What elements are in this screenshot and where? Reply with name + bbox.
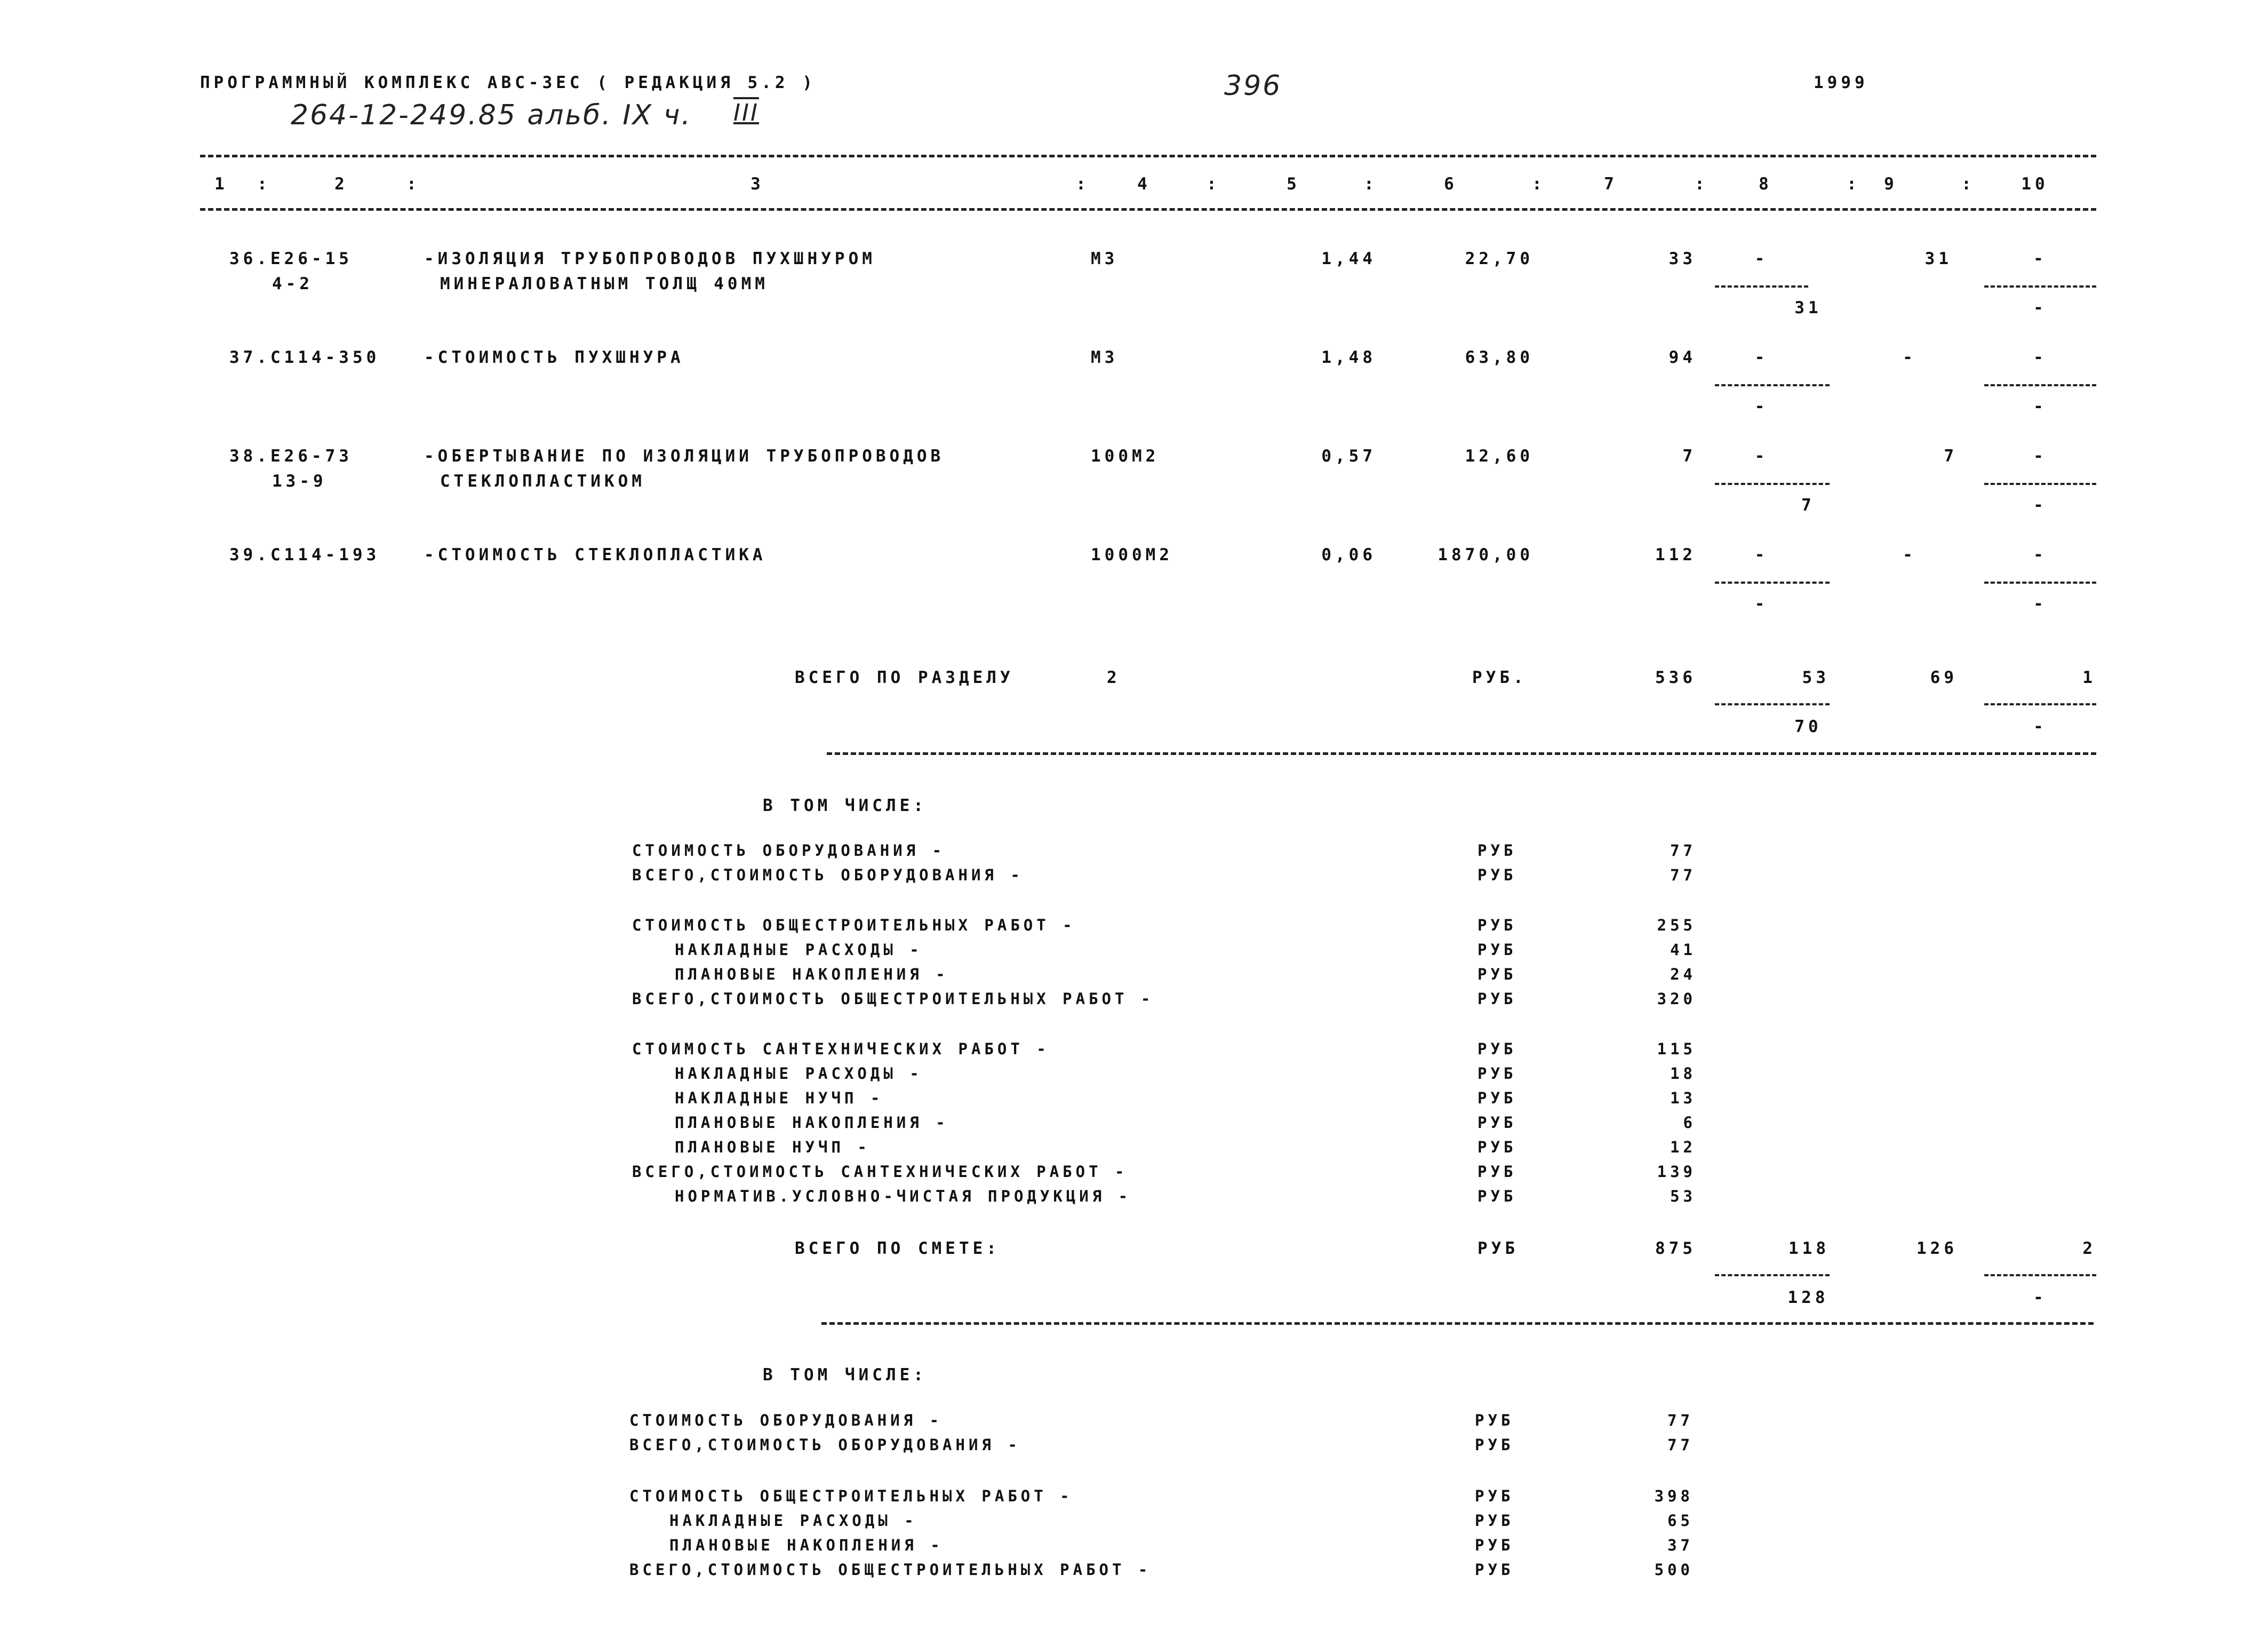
breakdown-unit: РУБ — [1478, 965, 1517, 983]
estimate-col9-value: 126 — [1916, 1239, 1958, 1258]
breakdown-unit: РУБ — [1478, 841, 1517, 860]
cell-divider — [1984, 483, 2096, 485]
breakdown-value: 77 — [1670, 866, 1696, 884]
column-separator: : — [406, 174, 420, 194]
breakdown-label: НАКЛАДНЫЕ РАСХОДЫ - — [675, 1064, 923, 1083]
breakdown-value: 6 — [1683, 1114, 1696, 1132]
breakdown-label: ВСЕГО,СТОИМОСТЬ ОБОРУДОВАНИЯ - — [629, 1436, 1021, 1454]
item-total: 33 — [1668, 249, 1696, 268]
breakdown-label: ПЛАНОВЫЕ НАКОПЛЕНИЯ - — [675, 965, 949, 983]
breakdown-value: 13 — [1670, 1089, 1696, 1107]
item-number: 36.Е26-15 — [229, 249, 353, 268]
breakdown-label: СТОИМОСТЬ САНТЕХНИЧЕСКИХ РАБОТ - — [632, 1040, 1050, 1058]
item-price: 12,60 — [1465, 447, 1534, 466]
cell-divider — [1715, 703, 1830, 705]
item-subcode: 4-2 — [272, 274, 313, 293]
item-number: 39.С114-193 — [229, 545, 380, 564]
column-separator: : — [1532, 174, 1546, 194]
breakdown-value: 65 — [1667, 1512, 1694, 1530]
section-total-unit: РУБ. — [1472, 668, 1527, 687]
section-total-label: ВСЕГО ПО РАЗДЕЛУ — [795, 668, 1014, 687]
cell-divider — [1715, 384, 1830, 386]
program-header: ПРОГРАММНЫЙ КОМПЛЕКС АВС-ЗЕС ( РЕДАКЦИЯ 5.2 ) — [200, 73, 816, 92]
column-header: 9 — [1884, 174, 1898, 194]
breakdown-unit: РУБ — [1478, 916, 1517, 934]
item-price: 63,80 — [1465, 348, 1534, 367]
breakdown-value: 398 — [1654, 1487, 1694, 1505]
breakdown-label: ВСЕГО,СТОИМОСТЬ ОБЩЕСТРОИТЕЛЬНЫХ РАБОТ - — [632, 990, 1154, 1008]
breakdown-value: 53 — [1670, 1187, 1696, 1205]
breakdown-unit: РУБ — [1478, 866, 1517, 884]
cell-divider — [1715, 285, 1808, 288]
breakdown-label: НОРМАТИВ.УСЛОВНО-ЧИСТАЯ ПРОДУКЦИЯ - — [675, 1187, 1132, 1205]
estimate-col8-value: 118 — [1788, 1239, 1830, 1258]
col10-value: - — [2033, 348, 2047, 367]
section-number: 2 — [1107, 668, 1121, 687]
year: 1999 — [1814, 73, 1868, 92]
section-total-value: 536 — [1655, 668, 1696, 687]
breakdown-unit: РУБ — [1478, 1114, 1517, 1132]
item-unit: М3 — [1091, 348, 1119, 367]
breakdown-value: 255 — [1657, 916, 1696, 934]
breakdown-label: СТОИМОСТЬ ОБОРУДОВАНИЯ - — [632, 841, 946, 860]
estimate-total-label: ВСЕГО ПО СМЕТЕ: — [795, 1239, 1000, 1258]
breakdown-label: НАКЛАДНЫЕ РАСХОДЫ - — [675, 941, 923, 959]
header-top-rule — [200, 155, 2096, 157]
breakdown-unit: РУБ — [1478, 1138, 1517, 1156]
album-reference: 264-12-249.85 альб. IX ч. — [291, 99, 692, 131]
item-description: -СТОИМОСТЬ СТЕКЛОПЛАСТИКА — [424, 545, 766, 564]
item-unit: 1000М2 — [1091, 545, 1173, 564]
item-total: 7 — [1682, 447, 1696, 466]
col8-subvalue: 31 — [1794, 298, 1822, 317]
column-separator: : — [1207, 174, 1220, 194]
col10-value: - — [2033, 545, 2047, 564]
item-price: 1870,00 — [1438, 545, 1534, 564]
cell-divider — [1984, 384, 2096, 386]
col8-subvalue: 7 — [1801, 496, 1815, 515]
breakdown-label: ВСЕГО,СТОИМОСТЬ ОБЩЕСТРОИТЕЛЬНЫХ РАБОТ - — [629, 1561, 1152, 1579]
item-description: -СТОИМОСТЬ ПУХШНУРА — [424, 348, 684, 367]
including-heading-2: В ТОМ ЧИСЛЕ: — [763, 1365, 927, 1385]
cell-divider — [1984, 1274, 2096, 1276]
item-description: -ИЗОЛЯЦИЯ ТРУБОПРОВОДОВ ПУХШНУРОМ — [424, 249, 876, 268]
col8-value: - — [1754, 348, 1769, 367]
header-bottom-rule — [200, 208, 2096, 211]
section-col9-value: 69 — [1930, 668, 1958, 687]
estimate-total-rule — [821, 1322, 2094, 1325]
breakdown-unit: РУБ — [1478, 1040, 1517, 1058]
cell-divider — [1715, 1274, 1830, 1276]
breakdown-unit: РУБ — [1475, 1436, 1514, 1454]
item-price: 22,70 — [1465, 249, 1534, 268]
col9-value: 7 — [1944, 447, 1958, 466]
cell-divider — [1984, 285, 2096, 288]
breakdown-value: 77 — [1667, 1436, 1694, 1454]
breakdown-label: ВСЕГО,СТОИМОСТЬ ОБОРУДОВАНИЯ - — [632, 866, 1024, 884]
breakdown-label: ПЛАНОВЫЕ НАКОПЛЕНИЯ - — [669, 1536, 944, 1554]
breakdown-value: 24 — [1670, 965, 1696, 983]
breakdown-unit: РУБ — [1475, 1512, 1514, 1530]
column-separator: : — [1076, 174, 1090, 194]
column-header: 6 — [1444, 174, 1458, 194]
breakdown-unit: РУБ — [1475, 1411, 1514, 1429]
item-description-cont: МИНЕРАЛОВАТНЫМ ТОЛЩ 40ММ — [440, 274, 769, 293]
breakdown-label: СТОИМОСТЬ ОБОРУДОВАНИЯ - — [629, 1411, 943, 1429]
item-subcode: 13-9 — [272, 472, 327, 491]
column-separator: : — [1961, 174, 1975, 194]
section-total-rule — [827, 752, 2096, 755]
breakdown-unit: РУБ — [1475, 1561, 1514, 1579]
column-header: 2 — [334, 174, 348, 194]
page-number: 396 — [1224, 70, 1282, 102]
breakdown-value: 500 — [1654, 1561, 1694, 1579]
col9-value: - — [1903, 348, 1916, 367]
col9-value: 31 — [1924, 249, 1952, 268]
col8-value: - — [1754, 249, 1769, 268]
section-col10-subvalue: - — [2033, 717, 2047, 736]
breakdown-label: НАКЛАДНЫЕ РАСХОДЫ - — [669, 1512, 917, 1530]
col8-subvalue: - — [1754, 594, 1769, 614]
section-col10-value: 1 — [2082, 668, 2096, 687]
breakdown-unit: РУБ — [1478, 1089, 1517, 1107]
cell-divider — [1984, 703, 2096, 705]
column-header: 10 — [2021, 174, 2049, 194]
breakdown-unit: РУБ — [1478, 1187, 1517, 1205]
item-quantity: 1,44 — [1321, 249, 1376, 268]
column-header: 8 — [1759, 174, 1772, 194]
estimate-col8-subvalue: 128 — [1787, 1288, 1829, 1307]
breakdown-value: 139 — [1657, 1163, 1696, 1181]
estimate-col10-subvalue: - — [2033, 1288, 2047, 1307]
including-heading: В ТОМ ЧИСЛЕ: — [763, 796, 927, 815]
col8-value: - — [1754, 545, 1769, 564]
column-header: 1 — [214, 174, 228, 194]
breakdown-unit: РУБ — [1475, 1487, 1514, 1505]
breakdown-value: 77 — [1667, 1411, 1694, 1429]
col8-value: - — [1754, 447, 1769, 466]
column-separator: : — [1695, 174, 1708, 194]
item-quantity: 1,48 — [1321, 348, 1376, 367]
breakdown-value: 41 — [1670, 941, 1696, 959]
item-number: 37.С114-350 — [229, 348, 380, 367]
estimate-col10-value: 2 — [2082, 1239, 2096, 1258]
breakdown-unit: РУБ — [1478, 941, 1517, 959]
col10-value: - — [2033, 249, 2047, 268]
col10-value: - — [2033, 447, 2047, 466]
col10-subvalue: - — [2033, 298, 2047, 317]
breakdown-label: ПЛАНОВЫЕ НУЧП - — [675, 1138, 871, 1156]
breakdown-label: НАКЛАДНЫЕ НУЧП - — [675, 1089, 884, 1107]
breakdown-unit: РУБ — [1475, 1536, 1514, 1554]
item-number: 38.Е26-73 — [229, 447, 353, 466]
column-separator: : — [257, 174, 271, 194]
col9-value: - — [1903, 545, 1916, 564]
breakdown-value: 115 — [1657, 1040, 1696, 1058]
estimate-total-unit: РУБ — [1478, 1239, 1519, 1258]
col10-subvalue: - — [2033, 496, 2047, 515]
col10-subvalue: - — [2033, 397, 2047, 416]
item-unit: М3 — [1091, 249, 1119, 268]
cell-divider — [1984, 582, 2096, 584]
breakdown-label: СТОИМОСТЬ ОБЩЕСТРОИТЕЛЬНЫХ РАБОТ - — [629, 1487, 1073, 1505]
column-separator: : — [1847, 174, 1860, 194]
breakdown-value: 37 — [1667, 1536, 1694, 1554]
item-quantity: 0,06 — [1321, 545, 1376, 564]
breakdown-value: 12 — [1670, 1138, 1696, 1156]
column-header: 3 — [750, 174, 764, 194]
item-quantity: 0,57 — [1321, 447, 1376, 466]
breakdown-unit: РУБ — [1478, 1163, 1517, 1181]
breakdown-value: 18 — [1670, 1064, 1696, 1083]
col8-subvalue: - — [1754, 397, 1769, 416]
column-header: 4 — [1137, 174, 1151, 194]
estimate-total-value: 875 — [1655, 1239, 1696, 1258]
column-header: 5 — [1287, 174, 1300, 194]
section-col8-value: 53 — [1802, 668, 1830, 687]
cell-divider — [1715, 582, 1830, 584]
breakdown-value: 320 — [1657, 990, 1696, 1008]
cell-divider — [1715, 483, 1830, 485]
section-col8-subvalue: 70 — [1794, 717, 1822, 736]
item-total: 112 — [1655, 545, 1696, 564]
breakdown-unit: РУБ — [1478, 990, 1517, 1008]
column-header: 7 — [1604, 174, 1618, 194]
item-description-cont: СТЕКЛОПЛАСТИКОМ — [440, 472, 645, 491]
album-part: III — [733, 99, 759, 126]
item-unit: 100М2 — [1091, 447, 1160, 466]
column-separator: : — [1364, 174, 1378, 194]
item-description: -ОБЕРТЫВАНИЕ ПО ИЗОЛЯЦИИ ТРУБОПРОВОДОВ — [424, 447, 945, 466]
breakdown-unit: РУБ — [1478, 1064, 1517, 1083]
breakdown-value: 77 — [1670, 841, 1696, 860]
breakdown-label: ВСЕГО,СТОИМОСТЬ САНТЕХНИЧЕСКИХ РАБОТ - — [632, 1163, 1128, 1181]
col10-subvalue: - — [2033, 594, 2047, 614]
breakdown-label: ПЛАНОВЫЕ НАКОПЛЕНИЯ - — [675, 1114, 949, 1132]
breakdown-label: СТОИМОСТЬ ОБЩЕСТРОИТЕЛЬНЫХ РАБОТ - — [632, 916, 1076, 934]
item-total: 94 — [1668, 348, 1696, 367]
